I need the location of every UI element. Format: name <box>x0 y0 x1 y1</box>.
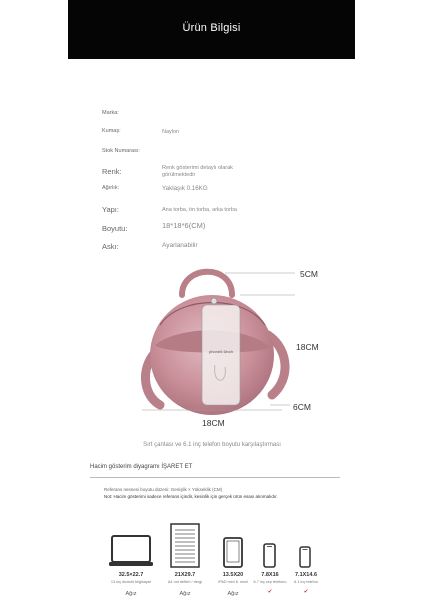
device-status-notebook: Ağız <box>179 591 191 597</box>
bag-caption: Sırt çantası ve 6.1 inç telefon boyutu karşılaştırması <box>143 442 281 448</box>
spec-label-size: Boyutu: <box>102 224 128 233</box>
device-dims-laptop: 32.5×22.7 <box>118 572 144 578</box>
spec-label-color: Renk: <box>102 167 122 176</box>
device-sub-tablet: iPAD mini 6. nesil <box>218 580 248 584</box>
dim-depth: 6CM <box>293 402 311 412</box>
dim-width: 18CM <box>202 418 225 428</box>
device-dims-phone-67: 7.8X16 <box>261 572 279 578</box>
dim-height: 18CM <box>296 342 319 352</box>
spec-label-brand: Marka: <box>102 110 119 116</box>
divider <box>90 477 340 478</box>
dim-strap-height: 5CM <box>300 269 318 279</box>
check-icon: ✔ <box>267 589 273 595</box>
spec-label-strap: Askı: <box>102 242 119 251</box>
reference-note-1: Referans nesnesi boyutu düzeni: Genişlik × Yükseklik (CM) <box>104 487 223 492</box>
device-sub-phone-61: 6.1 inç telefon <box>294 580 318 584</box>
spec-value-structure: Ana torba, ön torba, arka torba <box>162 207 237 213</box>
phone-icon <box>263 543 276 568</box>
spec-value-fabric: Naylon <box>162 129 180 135</box>
device-sub-phone-67: 6.7 inç cep telefonu <box>253 580 287 584</box>
device-dims-notebook: 21X29.7 <box>174 572 196 578</box>
spec-value-weight: Yaklaşık 0.16KG <box>162 185 208 192</box>
tablet-icon <box>223 537 243 568</box>
device-sub-laptop: 13 inç dizüstü bilgisayar <box>110 580 152 584</box>
spec-label-fabric: Kumaş: <box>102 128 121 134</box>
spec-label-stock: Stok Numarası: <box>102 148 140 154</box>
spec-value-size: 18*18*6(CM) <box>162 221 206 230</box>
spec-label-structure: Yapı: <box>102 205 119 214</box>
phone-icon <box>299 546 311 568</box>
notebook-icon <box>170 523 200 568</box>
reference-note-2: Not: Hacim gösterimi sadece referans içindir, kesinlik için gerçek ürün esası alınmalıdır. <box>104 494 278 499</box>
spec-value-strap: Ayarlanabilir <box>162 242 198 249</box>
spec-label-weight: Ağırlık: <box>102 185 120 191</box>
device-status-laptop: Ağız <box>125 591 137 597</box>
device-status-tablet: Ağız <box>227 591 239 597</box>
device-dims-tablet: 13.5X20 <box>222 572 244 578</box>
phone-label: phone6 6inch <box>208 349 234 354</box>
check-icon: ✔ <box>303 589 309 595</box>
page-title: Ürün Bilgisi <box>182 22 241 34</box>
device-sub-notebook: A4 not defteri / dergi <box>167 580 203 584</box>
laptop-icon <box>108 534 154 568</box>
spec-value-color: Renk gösterimi detaylı olarak görülmektedir <box>162 165 233 178</box>
header-bar <box>68 0 355 59</box>
reference-title: Hacim gösterim diyagramı İŞARET ET <box>90 464 193 470</box>
device-dims-phone-61: 7.1X14.6 <box>294 572 318 578</box>
